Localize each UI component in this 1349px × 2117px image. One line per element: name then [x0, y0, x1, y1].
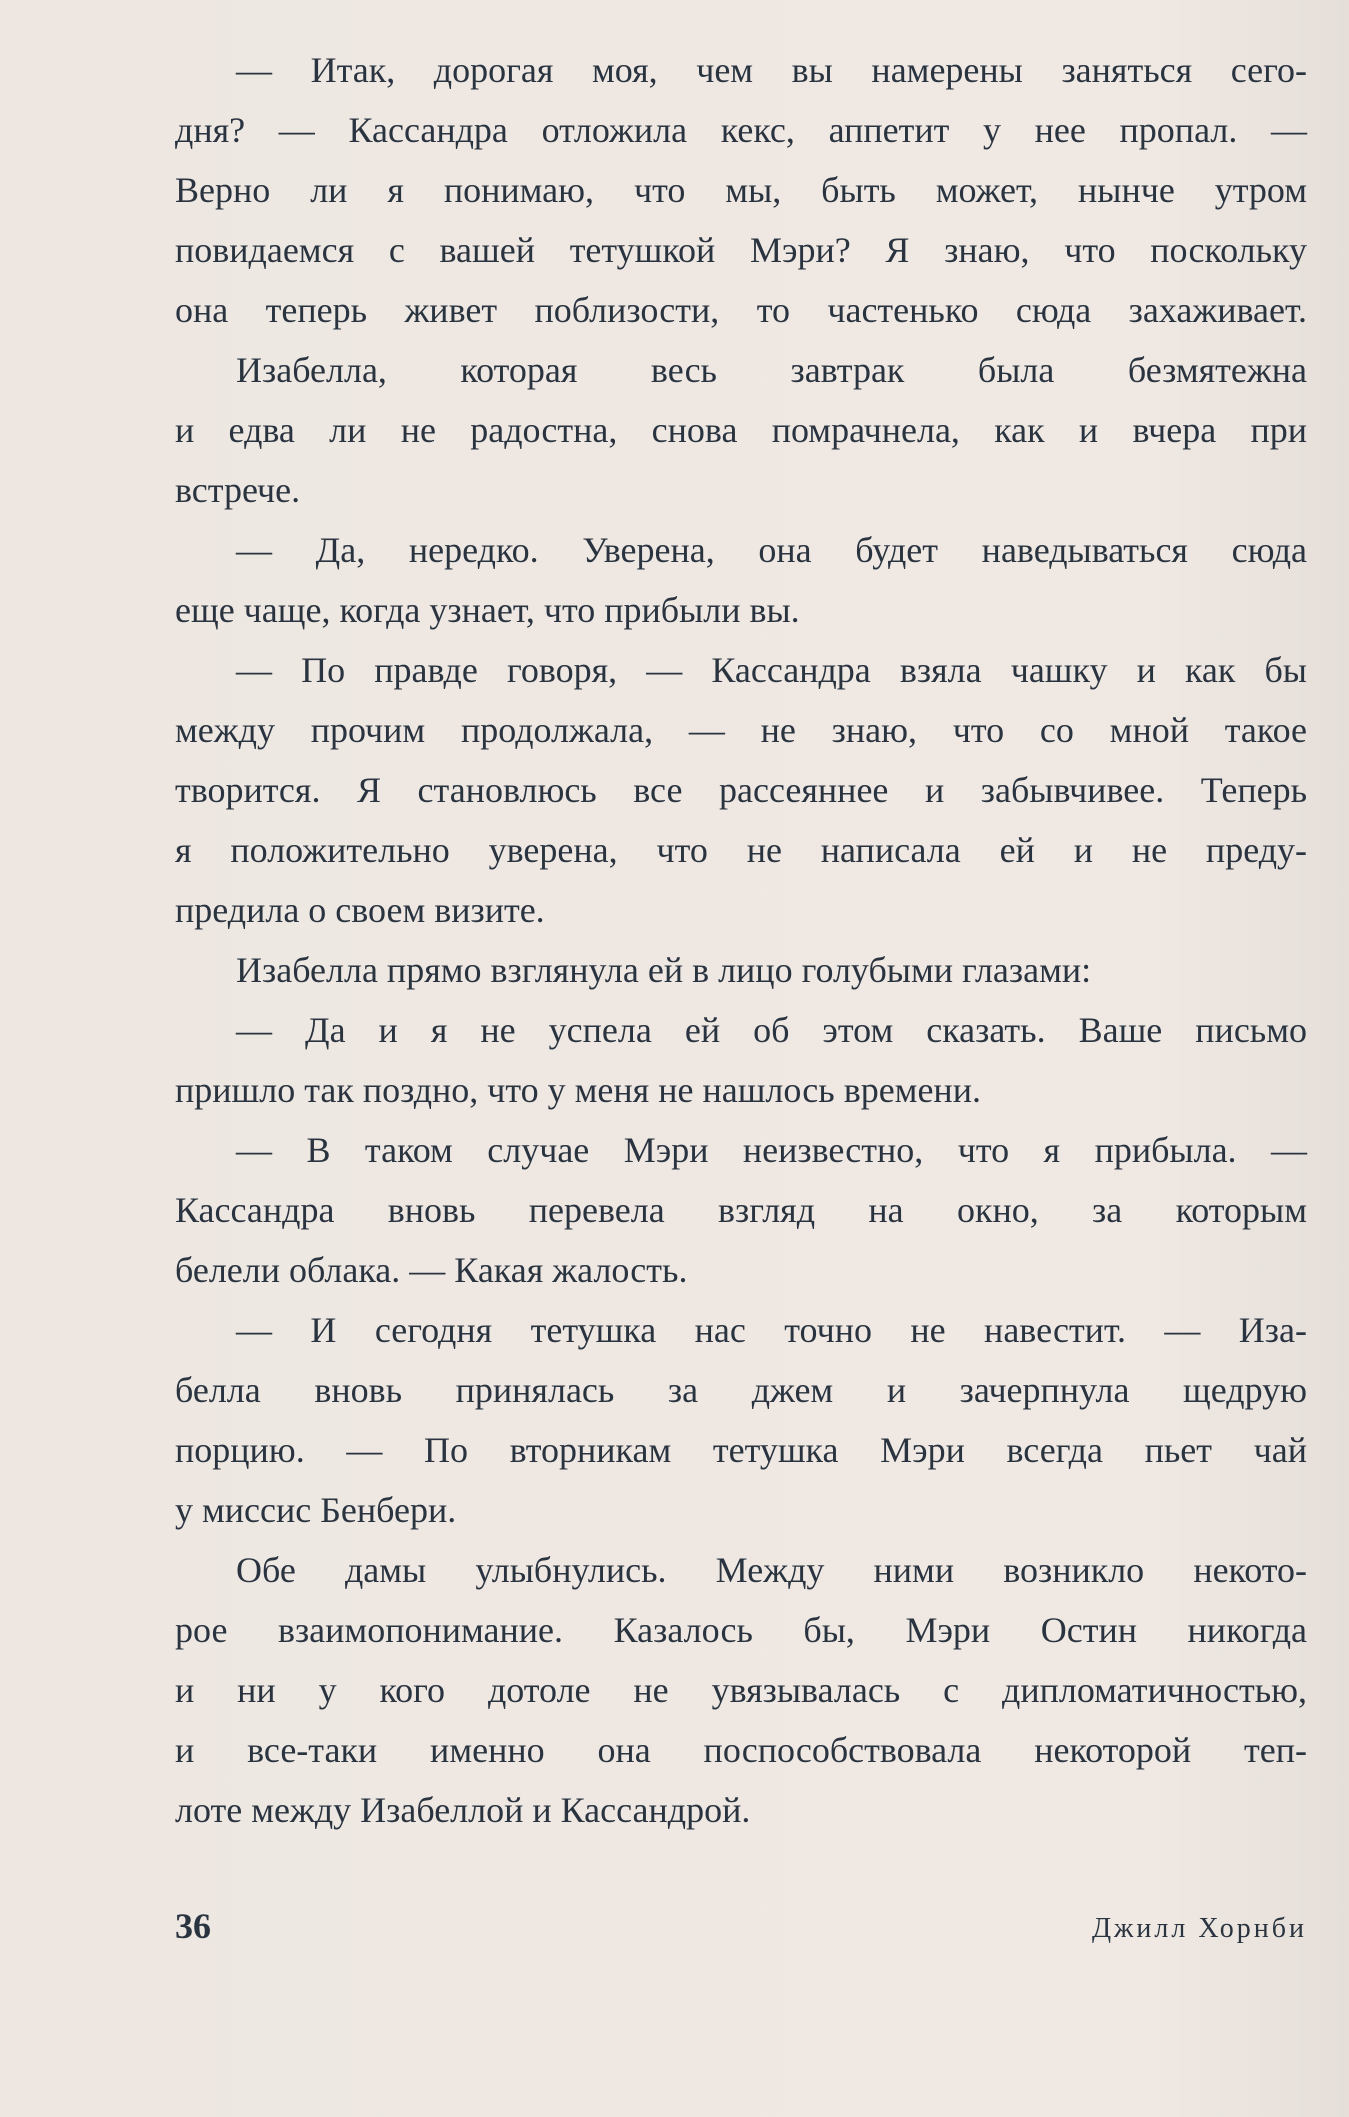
- text-line: порцию. — По вторникам тетушка Мэри всегда пьет чай: [175, 1430, 1307, 1470]
- text-line: Изабелла, которая весь завтрак была безмятежна: [236, 350, 1307, 390]
- text-line: творится. Я становлюсь все рассеяннее и забывчивее. Теперь: [175, 770, 1307, 810]
- text-line: повидаемся с вашей тетушкой Мэри? Я знаю, что поскольку: [175, 230, 1307, 270]
- page-number: 36: [175, 1906, 211, 1946]
- text-line: Верно ли я понимаю, что мы, быть может, нынче утром: [175, 170, 1307, 210]
- text-line: пришло так поздно, что у меня не нашлось времени.: [175, 1070, 981, 1110]
- text-line: — Да и я не успела ей об этом сказать. Ваше письмо: [236, 1010, 1307, 1050]
- body-text: [175, 40, 1307, 1840]
- text-line: еще чаще, когда узнает, что прибыли вы.: [175, 590, 800, 630]
- text-line: Обе дамы улыбнулись. Между ними возникло некото-: [236, 1550, 1307, 1590]
- text-line: — Да, нередко. Уверена, она будет наведываться сюда: [236, 530, 1307, 570]
- text-line: лоте между Изабеллой и Кассандрой.: [175, 1790, 751, 1830]
- text-line: между прочим продолжала, — не знаю, что со мной такое: [175, 710, 1307, 750]
- text-line: предила о своем визите.: [175, 890, 545, 930]
- text-line: она теперь живет поблизости, то частенько сюда захаживает.: [175, 290, 1307, 330]
- text-line: — По правде говоря, — Кассандра взяла чашку и как бы: [236, 650, 1307, 690]
- text-line: белла вновь принялась за джем и зачерпнула щедрую: [175, 1370, 1307, 1410]
- page-footer: [175, 1905, 1307, 1955]
- text-line: Изабелла прямо взглянула ей в лицо голубыми глазами:: [236, 950, 1092, 990]
- text-line: я положительно уверена, что не написала ей и не преду-: [175, 830, 1307, 870]
- running-author: Джилл Хорнби: [1091, 1913, 1307, 1944]
- text-line: рое взаимопонимание. Казалось бы, Мэри Остин никогда: [175, 1610, 1307, 1650]
- text-line: и ни у кого дотоле не увязывалась с дипломатичностью,: [175, 1670, 1307, 1710]
- text-line: белели облака. — Какая жалость.: [175, 1250, 688, 1290]
- text-line: дня? — Кассандра отложила кекс, аппетит у нее пропал. —: [175, 110, 1307, 150]
- text-line: и едва ли не радостна, снова помрачнела, как и вчера при: [175, 410, 1307, 450]
- text-line: и все-таки именно она поспособствовала некоторой теп-: [175, 1730, 1307, 1770]
- text-line: — И сегодня тетушка нас точно не навестит. — Иза-: [236, 1310, 1307, 1350]
- text-line: — Итак, дорогая моя, чем вы намерены заняться сего-: [236, 50, 1307, 90]
- text-line: у миссис Бенбери.: [175, 1490, 457, 1530]
- text-line: Кассандра вновь перевела взгляд на окно, за которым: [175, 1190, 1307, 1230]
- text-line: встрече.: [175, 470, 301, 510]
- text-line: — В таком случае Мэри неизвестно, что я прибыла. —: [236, 1130, 1307, 1170]
